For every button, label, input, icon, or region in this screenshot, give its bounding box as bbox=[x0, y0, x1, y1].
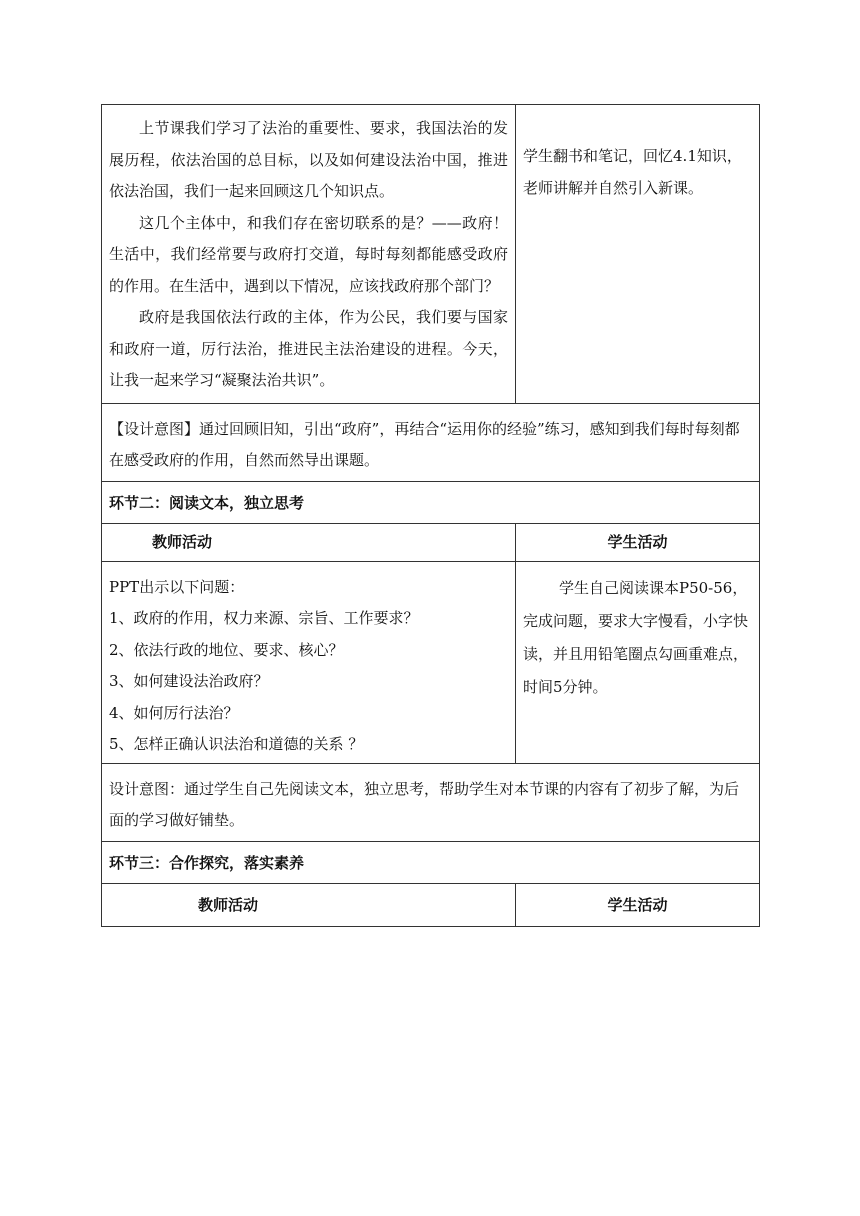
step2-title-row bbox=[102, 481, 760, 523]
step3-title-row bbox=[102, 841, 760, 883]
step3-header-row bbox=[102, 883, 760, 926]
intro-intent-row bbox=[102, 403, 760, 481]
question-item: 2、依法行政的地位、要求、核心？ bbox=[109, 640, 344, 659]
intro-paragraph: 政府是我国依法行政的主体，作为公民，我们要与国家和政府一道，厉行法治，推进民主法治建设的进程。今天，让我一起来学习“凝聚法治共识”。 bbox=[109, 308, 508, 389]
step2-title: 环节二：阅读文本，独立思考 bbox=[102, 481, 760, 523]
question-item: 1、政府的作用，权力来源、宗旨、工作要求？ bbox=[109, 609, 419, 627]
intro-teacher-cell bbox=[102, 105, 516, 404]
step2-intent-row bbox=[102, 763, 760, 841]
question-item: 4、如何厉行法治？ bbox=[109, 703, 239, 722]
question-item: PPT出示以下问题： bbox=[109, 577, 245, 596]
intro-design-intent: 【设计意图】通过回顾旧知，引出“政府”，再结合“运用你的经验”练习，感知到我们每时每刻都在感受政府的作用，自然而然导出课题。 bbox=[102, 403, 760, 481]
step2-student-activity: 学生自己阅读课本P50-56，完成问题，要求大字慢看，小字快读，并且用铅笔圈点勾画重难点，时间5分钟。 bbox=[523, 578, 749, 696]
intro-paragraph: 这几个主体中，和我们存在密切联系的是？——政府！生活中，我们经常要与政府打交道，每时每刻都能感受政府的作用。在生活中，遇到以下情况，应该找政府那个部门？ bbox=[109, 213, 508, 295]
step2-teacher-header: 教师活动 bbox=[102, 523, 516, 561]
step2-student-activity-cell bbox=[516, 561, 760, 763]
step3-student-header: 学生活动 bbox=[516, 883, 760, 926]
step2-content-row bbox=[102, 561, 760, 763]
intro-student-cell bbox=[516, 105, 760, 404]
intro-student-activity: 学生翻书和笔记，回忆4.1知识，老师讲解并自然引入新课。 bbox=[523, 147, 742, 197]
question-item: 3、如何建设法治政府？ bbox=[109, 672, 269, 690]
step2-design-intent: 设计意图：通过学生自己先阅读文本，独立思考，帮助学生对本节课的内容有了初步了解，为后面的学习做好铺垫。 bbox=[102, 763, 760, 841]
step3-teacher-header: 教师活动 bbox=[102, 883, 516, 926]
question-item: 5、怎样正确认识法治和道德的关系 ？ bbox=[109, 735, 364, 753]
step2-question-list bbox=[102, 561, 516, 763]
lesson-plan-table bbox=[101, 104, 760, 927]
step3-title: 环节三：合作探究，落实素养 bbox=[102, 841, 760, 883]
intro-row bbox=[102, 105, 760, 404]
intro-paragraph: 上节课我们学习了法治的重要性、要求，我国法治的发展历程，依法治国的总目标，以及如何建设法治中国，推进依法治国，我们一起来回顾这几个知识点。 bbox=[109, 119, 508, 200]
step2-student-header: 学生活动 bbox=[516, 523, 760, 561]
step2-header-row bbox=[102, 523, 760, 561]
